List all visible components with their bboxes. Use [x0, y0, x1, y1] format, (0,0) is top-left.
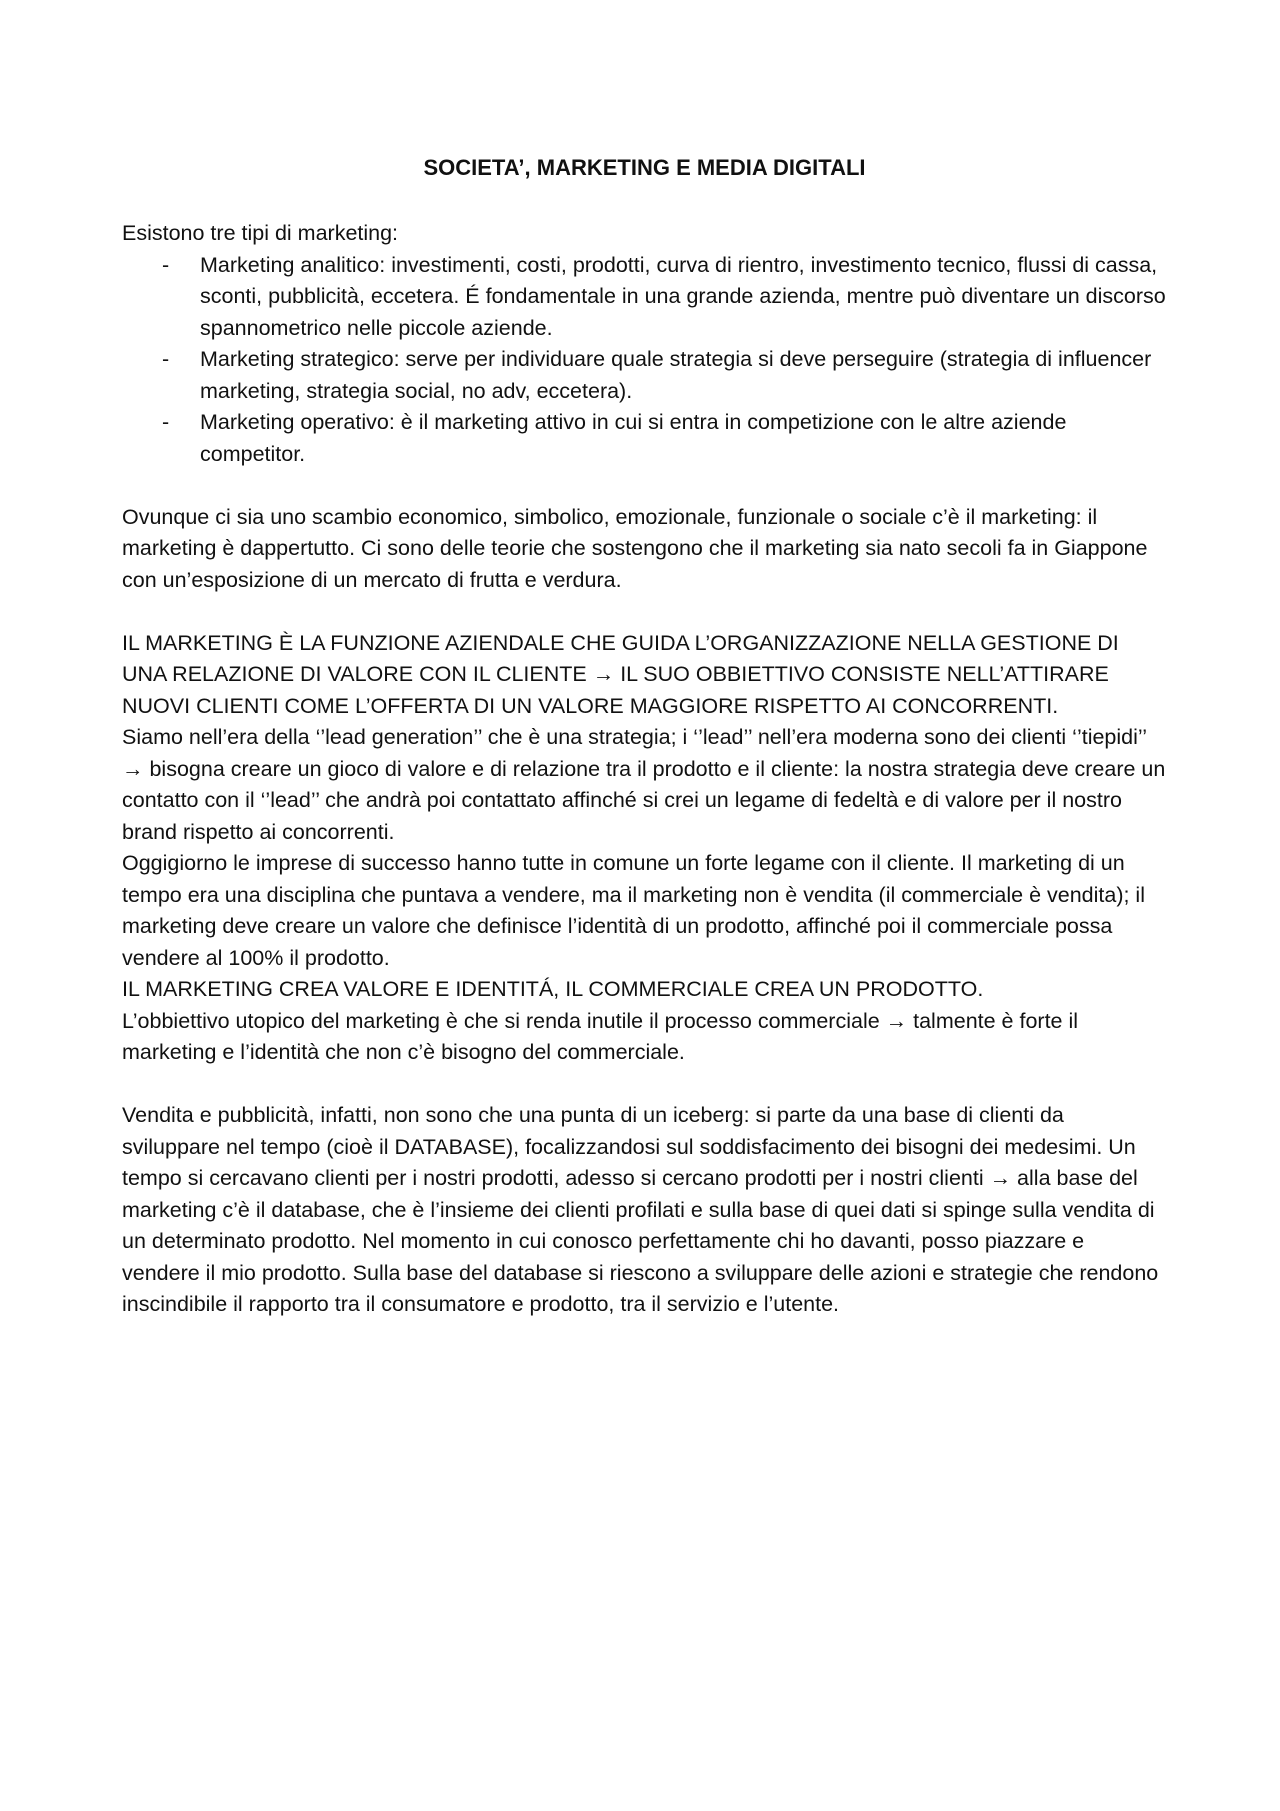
paragraph: IL MARKETING CREA VALORE E IDENTITÁ, IL COMMERCIALE CREA UN PRODOTTO.	[122, 977, 984, 1001]
marketing-types-list	[122, 250, 1167, 471]
list-item-text: Marketing operativo: è il marketing attivo in cui si entra in competizione con le altre aziende competitor.	[200, 410, 1067, 466]
paragraph: L’obbiettivo utopico del marketing è che si renda inutile il processo commerciale → talmente è forte il marketing e l’identità che non c’è bisogno del commerciale.	[122, 1008, 1079, 1064]
paragraph: Ovunque ci sia uno scambio economico, simbolico, emozionale, funzionale o sociale c’è il marketing: il marketing è dappertutto. Ci sono delle teorie che sostengono che il marketing sia nato secoli fa in Giappone con un’esposizione di un mercato di frutta e verdura.	[122, 504, 1148, 592]
paragraph: Vendita e pubblicità, infatti, non sono che una punta di un iceberg: si parte da una base di clienti da sviluppare nel tempo (cioè il DATABASE), focalizzandosi sul soddisfacimento dei bisogni dei medesimi. Un tempo si cercavano clienti per i nostri prodotti, adesso si cercano prodotti per i nostri clienti → alla base del marketing c’è il database, che è l’insieme dei clienti profilati e sulla base di quei dati si spinge sulla vendita di un determinato prodotto. Nel momento in cui conosco perfettamente chi ho davanti, posso piazzare e vendere il mio prodotto. Sulla base del database si riescono a sviluppare delle azioni e strategie che rendono inscindibile il rapporto tra il consumatore e prodotto, tra il servizio e l’utente.	[122, 1103, 1159, 1316]
paragraph-spacer	[122, 470, 1167, 502]
list-dash: -	[162, 347, 170, 371]
list-item	[122, 250, 1167, 345]
paragraph: Siamo nell’era della ‘’lead generation’’ che è una strategia; i ‘’lead’’ nell’era moderna sono dei clienti ‘’tiepidi’’ → bisogna creare un gioco di valore e di relazione tra il prodotto e il cliente: la nostra strategia deve creare un contatto con il ‘’lead’’ che andrà poi contattato affinché si crei un legame di fedeltà e di valore per il nostro brand rispetto ai concorrenti.	[122, 725, 1166, 844]
list-item	[122, 407, 1167, 470]
paragraph-spacer	[122, 1069, 1167, 1101]
list-dash: -	[162, 410, 170, 434]
paragraph: IL MARKETING È LA FUNZIONE AZIENDALE CHE GUIDA L’ORGANIZZAZIONE NELLA GESTIONE DI UNA RELAZIONE DI VALORE CON IL CLIENTE → IL SUO OBBIETTIVO CONSISTE NELL’ATTIRARE NUOVI CLIENTI COME L’OFFERTA DI UN VALORE MAGGIORE RISPETTO AI CONCORRENTI.	[122, 630, 1119, 718]
document-title: SOCIETA’, MARKETING E MEDIA DIGITALI	[423, 155, 866, 180]
intro-text: Esistono tre tipi di marketing:	[122, 221, 399, 245]
list-item-text: Marketing analitico: investimenti, costi, prodotti, curva di rientro, investimento tecnico, flussi di cassa, sconti, pubblicità, eccetera. É fondamentale in una grande azienda, mentre può diventare un discorso spannometrico nelle piccole aziende.	[200, 252, 1166, 340]
paragraph: Oggigiorno le imprese di successo hanno tutte in comune un forte legame con il cliente. Il marketing di un tempo era una disciplina che puntava a vendere, ma il marketing non è vendita (il commerciale è vendita); il marketing deve creare un valore che definisce l’identità di un prodotto, affinché poi il commerciale possa vendere al 100% il prodotto.	[122, 851, 1145, 970]
document-body	[122, 152, 1167, 1321]
list-item-text: Marketing strategico: serve per individuare quale strategia si deve perseguire (strategia di influencer marketing, strategia social, no adv, eccetera).	[200, 347, 1152, 403]
paragraph-spacer	[122, 596, 1167, 628]
list-item	[122, 344, 1167, 407]
list-dash: -	[162, 252, 170, 277]
